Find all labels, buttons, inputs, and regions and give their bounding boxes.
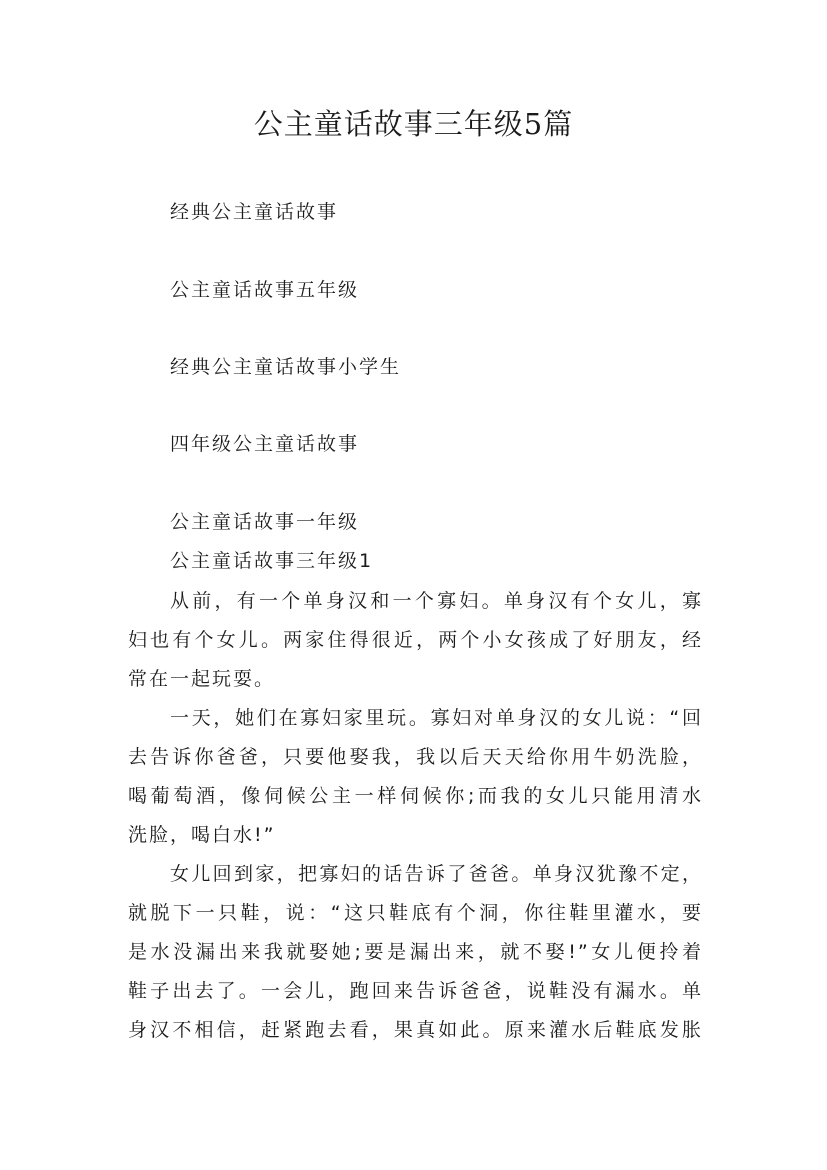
toc-item-2: 公主童话故事五年级	[170, 279, 360, 301]
paragraph-line: 洗脸，喝白水!”	[128, 824, 276, 846]
paragraph-line: 去告诉你爸爸，只要他娶我，我以后天天给你用牛奶洗脸，	[128, 746, 703, 768]
paragraph-line: 一天，她们在寡妇家里玩。寡妇对单身汉的女儿说：“回	[170, 707, 703, 729]
toc-item-5: 公主童话故事一年级	[170, 511, 360, 533]
paragraph-line: 喝葡萄酒，像伺候公主一样伺候你;而我的女儿只能用清水	[128, 785, 703, 807]
toc-item-1: 经典公主童话故事	[170, 201, 339, 223]
toc-item-4: 四年级公主童话故事	[170, 433, 360, 455]
paragraph-line: 鞋子出去了。一会儿，跑回来告诉爸爸，说鞋没有漏水。单	[128, 980, 703, 1002]
paragraph-line: 从前，有一个单身汉和一个寡妇。单身汉有个女儿，寡	[170, 590, 703, 612]
document-title: 公主童话故事三年级5篇	[253, 107, 574, 141]
paragraph-line: 是水没漏出来我就娶她;要是漏出来，就不娶!”女儿便拎着	[128, 941, 703, 963]
paragraph-line: 常在一起玩耍。	[128, 668, 276, 690]
section-heading: 公主童话故事三年级1	[170, 550, 374, 572]
paragraph-line: 妇也有个女儿。两家住得很近，两个小女孩成了好朋友，经	[128, 629, 703, 651]
paragraph-line: 身汉不相信，赶紧跑去看，果真如此。原来灌水后鞋底发胀	[128, 1019, 703, 1041]
paragraph-line: 就脱下一只鞋，说：“这只鞋底有个洞，你往鞋里灌水，要	[128, 902, 703, 924]
paragraph-line: 女儿回到家，把寡妇的话告诉了爸爸。单身汉犹豫不定，	[170, 863, 703, 885]
toc-item-3: 经典公主童话故事小学生	[170, 356, 402, 378]
